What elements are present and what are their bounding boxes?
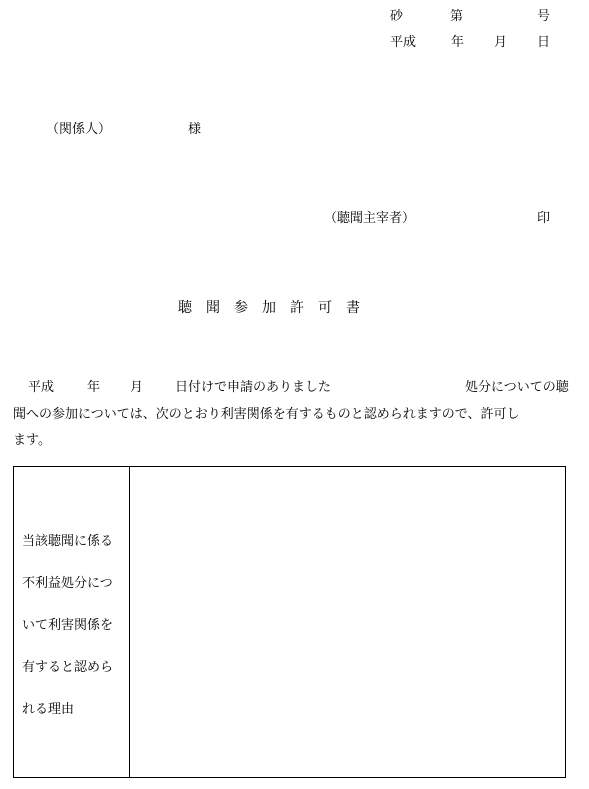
date-era: 平成 [390,35,417,50]
body-date-text: 日付けで申請のありました [175,380,332,395]
reason-value-cell [134,473,559,771]
seal-mark: 印 [537,211,551,226]
date-month: 月 [494,35,508,50]
addressee-label: （関係人） [46,122,112,137]
addressee-honorific: 様 [188,122,202,137]
body-year: 年 [87,380,101,395]
reason-label-line: 不利益処分につ [22,576,113,591]
body-disposition-text: 処分についての聴 [465,380,569,395]
doc-number-go: 号 [537,9,551,24]
body-line-3: ます。 [13,433,51,448]
body-era: 平成 [28,380,55,395]
body-line-2: 聞への参加については、次のとおり利害関係を有するものと認められますので、許可し [13,407,520,422]
doc-number-dai: 第 [450,9,464,24]
reason-label-cell [22,531,127,741]
issuer-label: （聴聞主宰者） [324,211,416,226]
date-year: 年 [451,35,465,50]
body-month: 月 [130,380,144,395]
date-day: 日 [537,35,551,50]
table-divider [129,467,130,777]
reason-label-line: いて利害関係を [22,618,114,633]
reason-label-line: 当該聴聞に係る [22,534,114,549]
body-line-1 [13,380,585,406]
document-title: 聴 聞 参 加 許 可 書 [178,300,360,316]
body-paragraph [13,380,585,458]
reason-label-line: れる理由 [22,702,75,717]
reason-table [13,466,566,778]
doc-prefix: 砂 [390,9,404,24]
reason-label-line: 有すると認めら [22,660,114,675]
